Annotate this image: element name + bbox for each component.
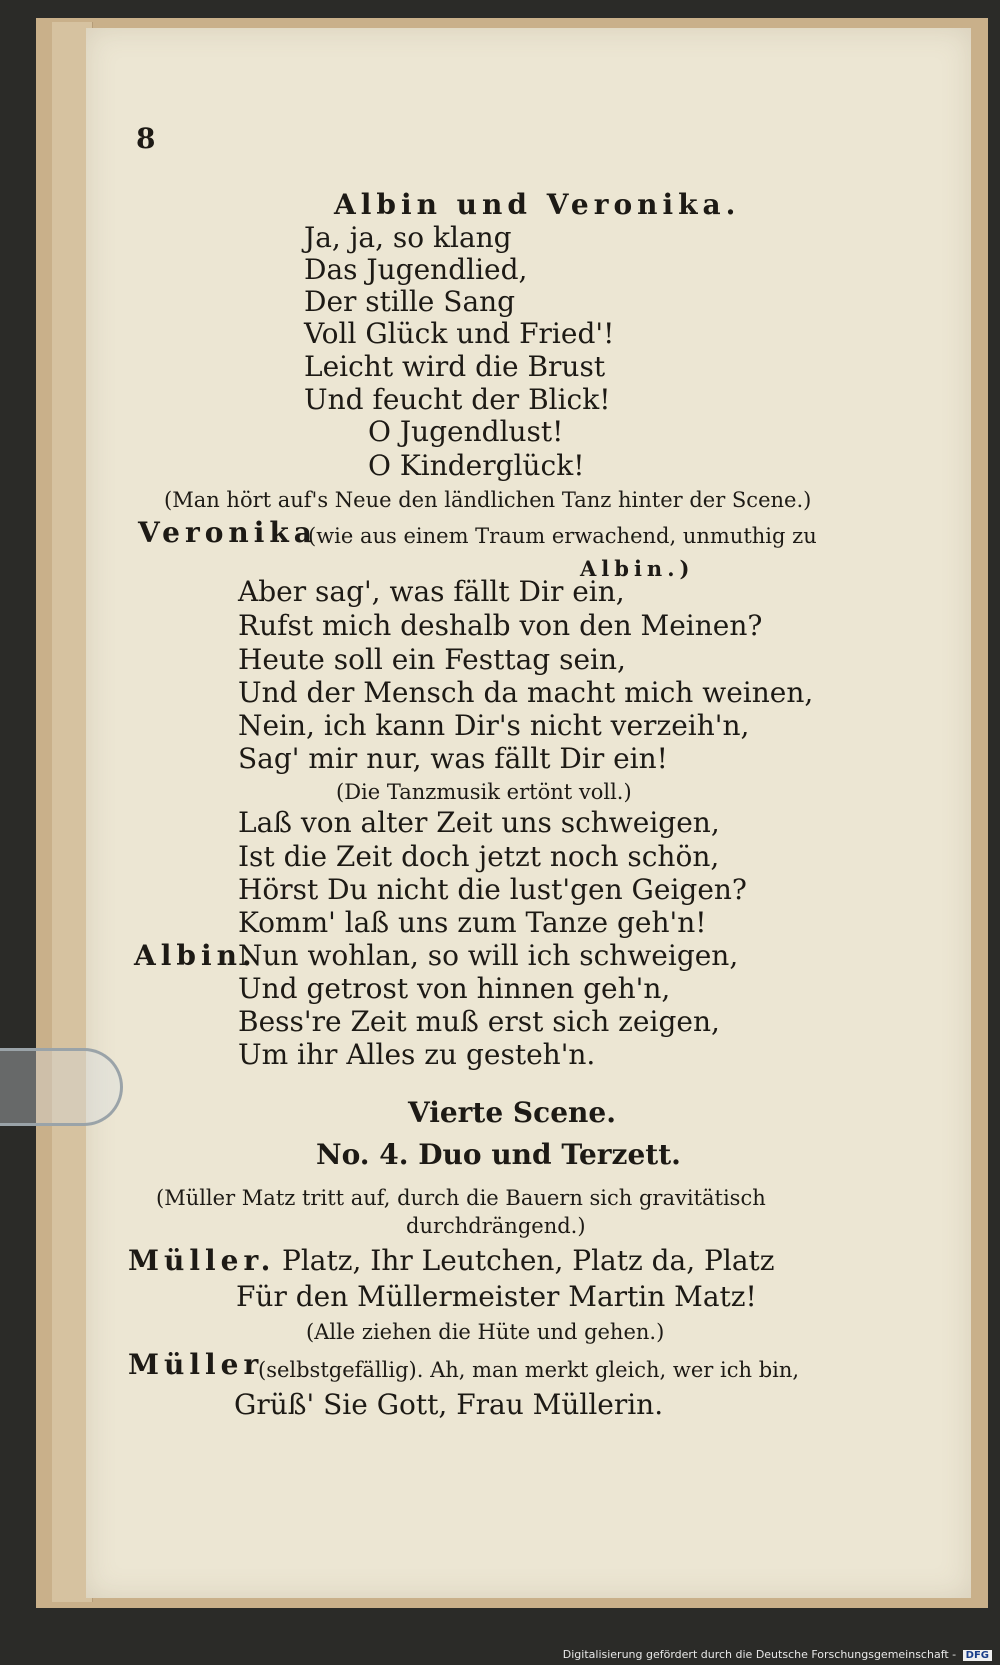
number-heading: No. 4. Duo und Terzett. bbox=[316, 1138, 681, 1171]
verse-line: Heute soll ein Festtag sein, bbox=[238, 643, 626, 676]
speaker-name: Veronika bbox=[138, 516, 317, 549]
verse-line: Aber sag', was fällt Dir ein, bbox=[238, 575, 625, 608]
verse-line: Grüß' Sie Gott, Frau Müllerin. bbox=[234, 1388, 664, 1421]
stage-direction: (Müller Matz tritt auf, durch die Bauern sich gravitätisch bbox=[156, 1186, 766, 1210]
book-page bbox=[86, 28, 971, 1598]
page-clip bbox=[0, 1048, 123, 1126]
stage-direction: durchdrängend.) bbox=[406, 1214, 586, 1238]
speaker-name: Müller. bbox=[128, 1244, 276, 1277]
speaker-name: Albin. bbox=[134, 939, 257, 972]
verse-line: Bess're Zeit muß erst sich zeigen, bbox=[238, 1005, 720, 1038]
verse-line: Ist die Zeit doch jetzt noch schön, bbox=[238, 840, 720, 873]
verse-line: Nun wohlan, so will ich schweigen, bbox=[238, 939, 739, 972]
verse-line: Und der Mensch da macht mich weinen, bbox=[238, 676, 814, 709]
digitization-footer bbox=[563, 1648, 992, 1661]
verse-line: Leicht wird die Brust bbox=[304, 350, 606, 383]
stage-direction: (Alle ziehen die Hüte und gehen.) bbox=[306, 1320, 665, 1344]
verse-line: Voll Glück und Fried'! bbox=[304, 317, 615, 350]
stage-direction: (selbstgefällig). Ah, man merkt gleich, wer ich bin, bbox=[258, 1358, 800, 1382]
verse-line: Sag' mir nur, was fällt Dir ein! bbox=[238, 742, 668, 775]
verse-line: Hörst Du nicht die lust'gen Geigen? bbox=[238, 873, 747, 906]
verse-line: O Kinderglück! bbox=[368, 449, 585, 482]
verse-line: Der stille Sang bbox=[304, 285, 516, 318]
verse-line: Und getrost von hinnen geh'n, bbox=[238, 972, 671, 1005]
page-number: 8 bbox=[136, 122, 156, 155]
verse-line: Laß von alter Zeit uns schweigen, bbox=[238, 806, 720, 839]
verse-line: Für den Müllermeister Martin Matz! bbox=[236, 1280, 757, 1313]
scene-heading: Vierte Scene. bbox=[408, 1096, 616, 1129]
verse-line: Und feucht der Blick! bbox=[304, 383, 611, 416]
verse-line: Platz, Ihr Leutchen, Platz da, Platz bbox=[282, 1244, 775, 1277]
footer-text: Digitalisierung gefördert durch die Deutsche Forschungsgemeinschaft - bbox=[562, 1648, 957, 1661]
speaker-name: Müller bbox=[128, 1348, 264, 1381]
verse-line: Das Jugendlied, bbox=[304, 253, 528, 286]
stage-direction: (wie aus einem Traum erwachend, unmuthig zu bbox=[308, 524, 817, 548]
speaker-heading: Albin und Veronika. bbox=[334, 188, 741, 221]
verse-line: Um ihr Alles zu gesteh'n. bbox=[238, 1038, 596, 1071]
verse-line: O Jugendlust! bbox=[368, 415, 564, 448]
stage-direction: (Die Tanzmusik ertönt voll.) bbox=[336, 780, 632, 804]
verse-line: Ja, ja, so klang bbox=[304, 221, 512, 254]
dfg-logo: DFG bbox=[963, 1650, 992, 1661]
verse-line: Nein, ich kann Dir's nicht verzeih'n, bbox=[238, 709, 750, 742]
stage-direction: (Man hört auf's Neue den ländlichen Tanz hinter der Scene.) bbox=[164, 488, 812, 512]
stage-direction: Albin.) bbox=[580, 556, 695, 581]
verse-line: Komm' laß uns zum Tanze geh'n! bbox=[238, 906, 707, 939]
verse-line: Rufst mich deshalb von den Meinen? bbox=[238, 609, 763, 642]
